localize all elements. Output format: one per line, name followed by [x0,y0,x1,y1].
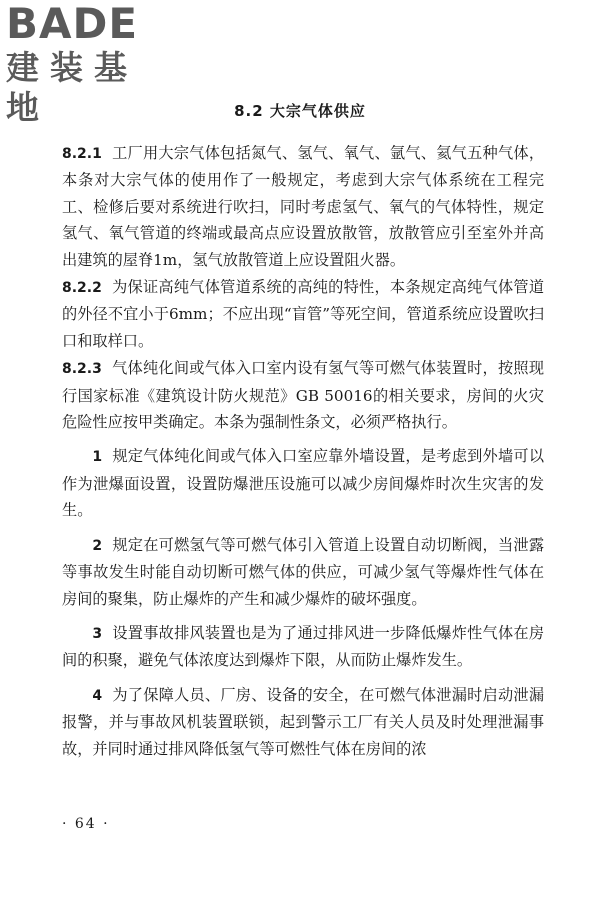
clause-paragraph [62,355,544,435]
bade-logo [6,0,176,127]
item-number: 4 [92,687,103,704]
item-paragraph [62,532,544,612]
item-paragraph [62,443,544,523]
item-text: 设置事故排风装置也是为了通过排风进一步降低爆炸性气体在房间的积聚，避免气体浓度达到爆炸下限，从而防止爆炸发生。 [62,623,544,670]
clause-paragraph [62,140,544,273]
section-number: 8.2 [234,102,264,120]
item-paragraph [62,682,544,762]
item-text: 规定气体纯化间或气体入口室应靠外墙设置，是考虑到外墙可以作为泄爆面设置，设置防爆泄压设施可以减少房间爆炸时次生灾害的发生。 [62,447,544,520]
item-text: 为了保障人员、厂房、设备的安全，在可燃气体泄漏时启动泄漏报警，并与事故风机装置联锁，起到警示工厂有关人员及时处理泄漏事故，并同时通过排风降低氢气等可燃性气体在房间的浓 [62,685,544,758]
clause-number: 8.2.2 [62,280,102,297]
section-title-text: 大宗气体供应 [269,102,366,120]
clause-number: 8.2.3 [62,361,102,378]
item-number: 3 [92,625,103,642]
item-number: 1 [92,449,103,466]
document-body [62,140,544,763]
clause-text: 为保证高纯气体管道系统的高纯的特性，本条规定高纯气体管道的外径不宜小于6mm；不应出现“盲管”等死空间，管道系统应设置吹扫口和取样口。 [62,278,544,350]
clause-text: 工厂用大宗气体包括氮气、氢气、氧气、氩气、氦气五种气体，本条对大宗气体的使用作了一般规定，考虑到大宗气体系统在工程完工、检修后要对系统进行吹扫，同时考虑氢气、氧气的气体特性，规定氢气、氧气管道的终端或最高点应设置放散管，放散管应引至室外并高出建筑的屋脊1m，氢气放散管道上应设置阻火器。 [62,144,544,269]
logo-subtitle: 建装基地 [6,48,138,127]
logo-wordmark: BADE [6,0,139,48]
item-number: 2 [92,537,103,554]
page-number: · 64 · [62,816,110,832]
clause-number: 8.2.1 [62,146,102,162]
clause-paragraph [62,274,544,354]
item-text: 规定在可燃氢气等可燃气体引入管道上设置自动切断阀，当泄露等事故发生时能自动切断可燃气体的供应，可减少氢气等爆炸性气体在房间的聚集，防止爆炸的产生和减少爆炸的破坏强度。 [62,535,544,608]
item-paragraph [62,620,544,674]
section-heading [0,100,600,121]
clause-text: 气体纯化间或气体入口室内设有氢气等可燃气体装置时，按照现行国家标准《建筑设计防火规范》GB 50016的相关要求，房间的火灾危险性应按甲类确定。本条为强制性条文，必须严格执行。 [62,359,544,432]
